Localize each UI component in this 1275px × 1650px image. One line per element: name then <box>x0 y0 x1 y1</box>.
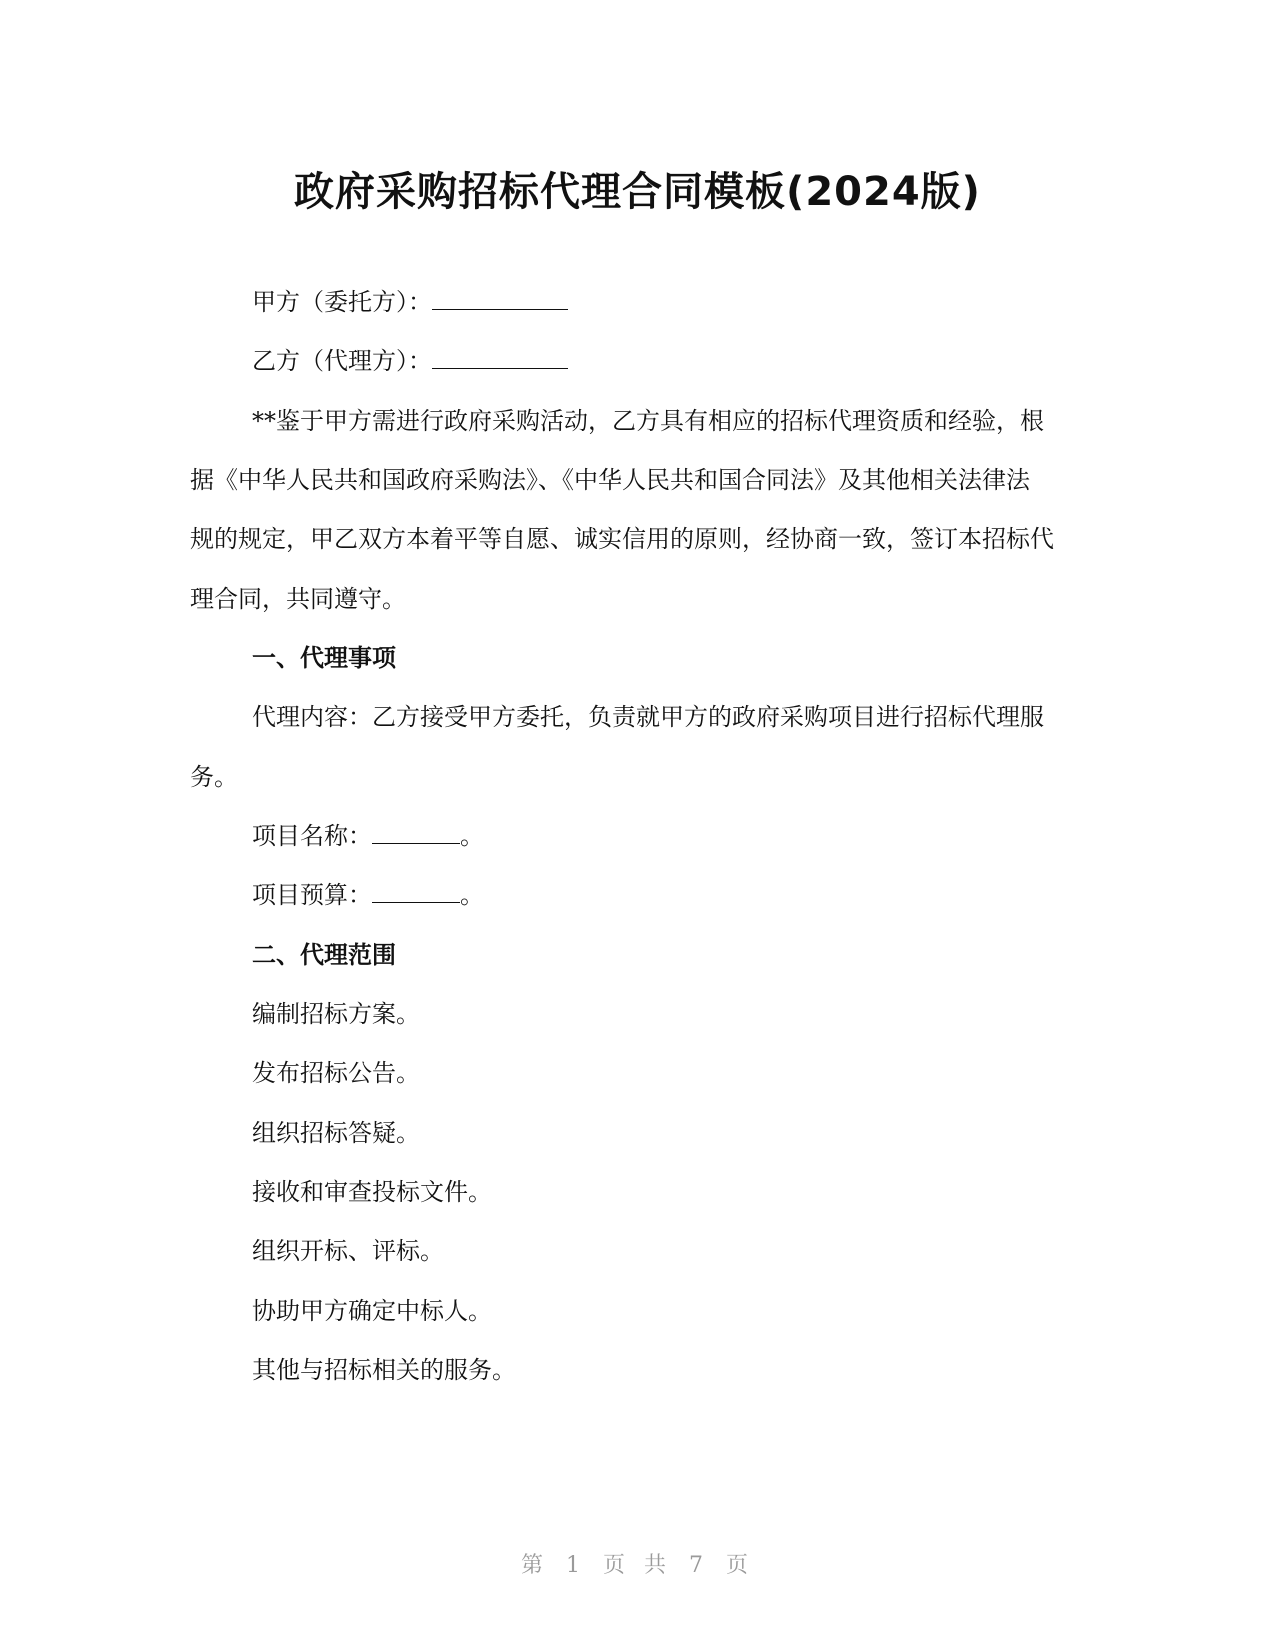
section-heading-agency-matters: 一、代理事项 <box>252 644 396 672</box>
footer-suffix: 页 <box>726 1553 755 1578</box>
footer-prefix: 第 <box>520 1553 549 1578</box>
footer-middle: 页 共 <box>603 1553 672 1578</box>
page-footer <box>0 1548 1275 1579</box>
footer-total-pages: 7 <box>689 1553 709 1578</box>
footer-page-number: 1 <box>566 1553 586 1578</box>
scope-item: 接收和审查投标文件。 <box>252 1178 492 1206</box>
party-a-blank <box>432 287 568 310</box>
project-name-label: 项目名称： <box>252 822 372 850</box>
scope-item: 协助甲方确定中标人。 <box>252 1297 492 1325</box>
project-budget-blank <box>372 880 460 903</box>
scope-item: 其他与招标相关的服务。 <box>252 1356 516 1384</box>
party-b-line <box>252 345 568 377</box>
section-heading-agency-scope: 二、代理范围 <box>252 941 396 969</box>
project-budget-line <box>252 879 484 911</box>
preamble-line: **鉴于甲方需进行政府采购活动，乙方具有相应的招标代理资质和经验，根 <box>252 407 1044 435</box>
period: 。 <box>460 881 484 909</box>
scope-item: 组织招标答疑。 <box>252 1119 420 1147</box>
period: 。 <box>460 822 484 850</box>
preamble-line: 规的规定，甲乙双方本着平等自愿、诚实信用的原则，经协商一致，签订本招标代 <box>190 525 1054 553</box>
agency-content-line: 务。 <box>190 763 238 791</box>
party-b-blank <box>432 346 568 369</box>
scope-item: 发布招标公告。 <box>252 1059 420 1087</box>
project-name-blank <box>372 821 460 844</box>
preamble-line: 据《中华人民共和国政府采购法》、《中华人民共和国合同法》及其他相关法律法 <box>190 466 1030 494</box>
scope-item: 组织开标、评标。 <box>252 1237 444 1265</box>
project-budget-label: 项目预算： <box>252 881 372 909</box>
scope-item: 编制招标方案。 <box>252 1000 420 1028</box>
document-title: 政府采购招标代理合同模板(2024版) <box>294 169 981 215</box>
agency-content-line: 代理内容：乙方接受甲方委托，负责就甲方的政府采购项目进行招标代理服 <box>252 703 1044 731</box>
preamble-line: 理合同，共同遵守。 <box>190 585 406 613</box>
party-a-line <box>252 286 568 318</box>
party-b-label: 乙方（代理方）： <box>252 347 432 375</box>
party-a-label: 甲方（委托方）： <box>252 288 432 316</box>
project-name-line <box>252 820 484 852</box>
